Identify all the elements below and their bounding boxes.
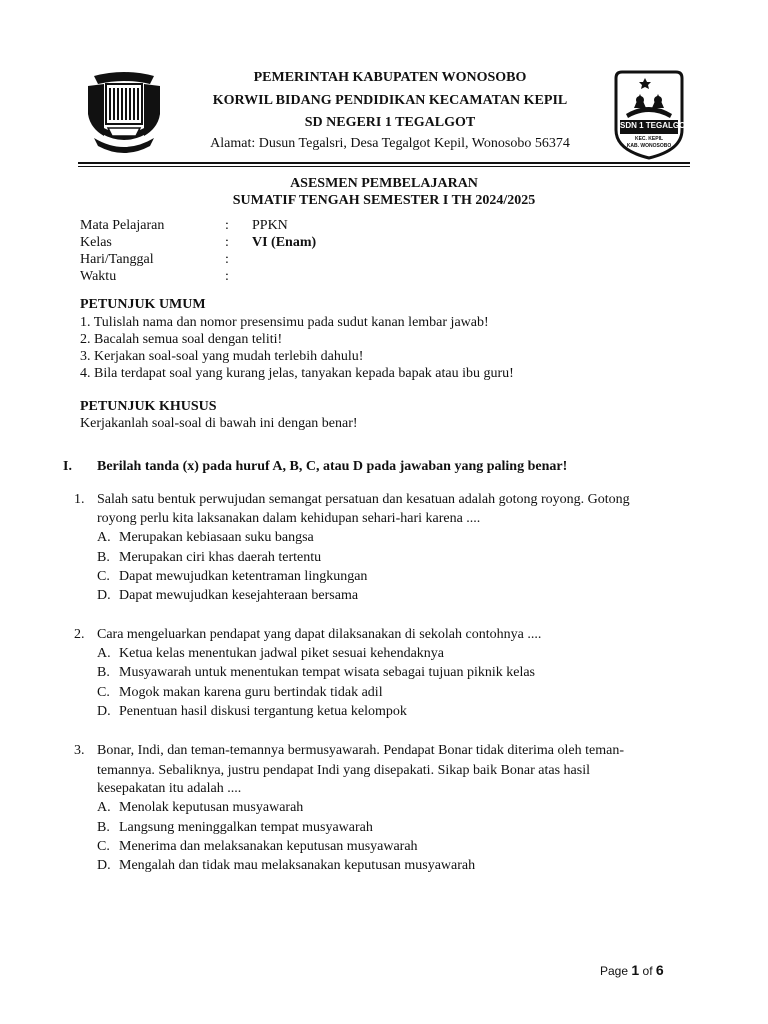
info-colon: : [225, 252, 229, 267]
option-letter: B. [97, 550, 110, 565]
question-text-line: Salah satu bentuk perwujudan semangat persatuan dan kesatuan adalah gotong royong. Gotong [97, 492, 630, 507]
option-letter: D. [97, 858, 111, 873]
question-text-line: Cara mengeluarkan pendapat yang dapat dilaksanakan di sekolah contohnya .... [97, 627, 542, 642]
option-letter: D. [97, 704, 111, 719]
option-text: Menerima dan melaksanakan keputusan musyawarah [119, 839, 418, 854]
option-text: Dapat mewujudkan ketentraman lingkungan [119, 569, 368, 584]
option-letter: C. [97, 569, 110, 584]
general-instruction-item: 2. Bacalah semua soal dengan teliti! [80, 332, 283, 347]
option-text: Merupakan ciri khas daerah tertentu [119, 550, 322, 565]
page-total: 6 [655, 962, 664, 978]
option-text: Penentuan hasil diskusi tergantung ketua kelompok [119, 704, 407, 719]
section-instruction: Berilah tanda (x) pada huruf A, B, C, atau D pada jawaban yang paling benar! [97, 459, 568, 474]
question-text-line: kesepakatan itu adalah .... [97, 781, 242, 796]
option-text: Menolak keputusan musyawarah [119, 800, 304, 815]
general-instructions-heading: PETUNJUK UMUM [80, 297, 206, 312]
option-letter: D. [97, 588, 111, 603]
option-text: Merupakan kebiasaan suku bangsa [119, 530, 314, 545]
info-value-class: VI (Enam) [252, 235, 317, 250]
question-number: 2. [74, 627, 85, 642]
option-text: Ketua kelas menentukan jadwal piket sesuai kehendaknya [119, 646, 444, 661]
info-value-subject: PPKN [252, 218, 288, 233]
info-colon: : [225, 218, 229, 233]
question-number: 3. [74, 743, 85, 758]
option-letter: A. [97, 530, 111, 545]
specific-instructions-text: Kerjakanlah soal-soal di bawah ini dengan benar! [80, 416, 358, 431]
info-label-class: Kelas [80, 235, 112, 250]
general-instruction-item: 1. Tulislah nama dan nomor presensimu pada sudut kanan lembar jawab! [80, 315, 489, 330]
exam-title: ASESMEN PEMBELAJARAN [290, 176, 478, 191]
school-logo [610, 70, 691, 160]
question-number: 1. [74, 492, 85, 507]
option-text: Langsung meninggalkan tempat musyawarah [119, 820, 373, 835]
header-divider-thin [78, 166, 690, 167]
school-logo-subtext-1: KEC. KEPIL [634, 136, 664, 142]
info-colon: : [225, 235, 229, 250]
option-letter: A. [97, 800, 111, 815]
option-text: Mengalah dan tidak mau melaksanakan keputusan musyawarah [119, 858, 476, 873]
kabupaten-logo [80, 66, 168, 158]
of-word: of [642, 964, 653, 978]
info-label-time: Waktu [80, 269, 117, 284]
question-text-line: Bonar, Indi, dan teman-temannya bermusyawarah. Pendapat Bonar tidak diterima oleh teman- [97, 743, 624, 758]
page-current: 1 [631, 962, 640, 978]
info-label-subject: Mata Pelajaran [80, 218, 165, 233]
header-korwil: KORWIL BIDANG PENDIDIKAN KECAMATAN KEPIL [212, 93, 568, 108]
header-divider-thick [78, 162, 690, 164]
option-letter: A. [97, 646, 111, 661]
page-counter [600, 962, 664, 978]
option-letter: B. [97, 820, 110, 835]
option-text: Mogok makan karena guru bertindak tidak adil [119, 685, 383, 700]
school-logo-text: SDN 1 TEGALGOT [620, 121, 691, 130]
option-letter: C. [97, 839, 110, 854]
option-letter: B. [97, 665, 110, 680]
header-government: PEMERINTAH KABUPATEN WONOSOBO [253, 70, 527, 85]
info-label-date: Hari/Tanggal [80, 252, 154, 267]
exam-subtitle: SUMATIF TENGAH SEMESTER I TH 2024/2025 [232, 193, 536, 208]
specific-instructions-heading: PETUNJUK KHUSUS [80, 399, 217, 414]
option-letter: C. [97, 685, 110, 700]
question-text-line: royong perlu kita laksanakan dalam kehidupan sehari-hari karena .... [97, 511, 481, 526]
section-number: I. [63, 459, 72, 474]
info-colon: : [225, 269, 229, 284]
header-school-name: SD NEGERI 1 TEGALGOT [304, 115, 476, 130]
option-text: Musyawarah untuk menentukan tempat wisata sebagai tujuan piknik kelas [119, 665, 536, 680]
general-instruction-item: 3. Kerjakan soal-soal yang mudah terlebih dahulu! [80, 349, 364, 364]
header-address: Alamat: Dusun Tegalsri, Desa Tegalgot Kepil, Wonosobo 56374 [210, 136, 570, 151]
page-word: Page [600, 964, 629, 978]
question-text-line: temannya. Sebaliknya, justru pendapat Indi yang disepakati. Sikap baik Bonar atas hasil [97, 763, 590, 778]
option-text: Dapat mewujudkan kesejahteraan bersama [119, 588, 359, 603]
general-instruction-item: 4. Bila terdapat soal yang kurang jelas, tanyakan kepada bapak atau ibu guru! [80, 366, 514, 381]
school-logo-subtext-2: KAB. WONOSOBO [626, 143, 672, 149]
